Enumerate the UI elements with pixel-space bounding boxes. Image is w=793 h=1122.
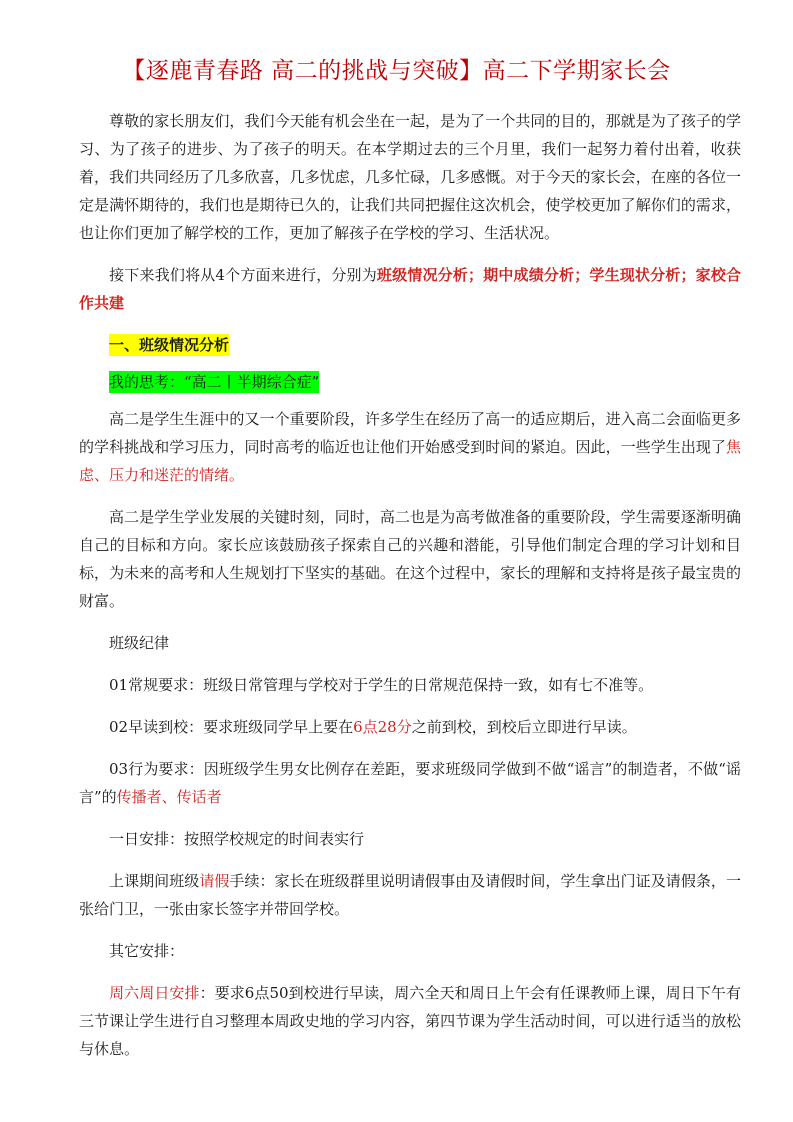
leave-b: 手续：家长在班级群里说明请假事由及请假时间，学生拿出门证及请假条，一张给门卫，一张由家长签字并带回学校。 — [79, 872, 741, 918]
discipline-title: 班级纪律 — [109, 634, 170, 652]
rule-2-a: 02早读到校：要求班级同学早上要在 — [109, 718, 354, 736]
p1-main: 高二是学生生涯中的又一个重要阶段，许多学生在经历了高一的适应期后，进入高二会面临更多的学科挑战和学习压力，同时高考的临近也让他们开始感受到时间的紧迫。因此，一些学生出现了 — [79, 410, 741, 456]
sophomore-paragraph-2 — [79, 503, 741, 615]
document-title: 【逐鹿青春路 高二的挑战与突破】高二下学期家长会 — [122, 58, 671, 84]
weekend-red: 周六周日安排 — [109, 984, 200, 1002]
rule-3-paragraph — [79, 755, 741, 811]
intro-paragraph — [79, 107, 741, 247]
rule-1: 01常规要求：班级日常管理与学校对于学生的日常规范保持一致，如有七不准等。 — [109, 676, 654, 694]
other-title: 其它安排： — [109, 942, 185, 960]
other-title-paragraph — [79, 937, 741, 965]
rule-1-paragraph — [79, 671, 741, 699]
rule-3-a: 03行为要求：因班级学生男女比例存在差距，要求班级同学做到不做“谣言”的制造者，不做“谣言”的 — [79, 760, 741, 806]
thinking-label: 我的思考：“高二丨半期综合症” — [109, 373, 320, 391]
weekend-b: ：要求6点50到校进行早读，周六全天和周日上午会有任课教师上课，周日下午有三节课让学生进行自习整理本周政史地的学习内容，第四节课为学生活动时间，可以进行适当的放松与休息。 — [79, 984, 741, 1058]
sophomore-paragraph-1 — [79, 405, 741, 489]
section-heading: 一、班级情况分析 — [109, 336, 230, 354]
leave-red: 请假 — [199, 872, 230, 890]
p1-red: 焦虑、压力和迷茫的情绪。 — [79, 438, 741, 484]
outline-items: 班级情况分析；期中成绩分析；学生现状分析；家校合作共建 — [79, 266, 741, 312]
section-heading-paragraph — [79, 331, 741, 359]
intro-text: 尊敬的家长朋友们，我们今天能有机会坐在一起，是为了一个共同的目的，那就是为了孩子的学习、为了孩子的进步、为了孩子的明天。在本学期过去的三个月里，我们一起努力着付出着，收获着，我们共同经历了几多欣喜，几多忧虑，几多忙碌，几多感慨。对于今天的家长会，在座的各位一定是满怀期待的，我们也是期待已久的，让我们共同把握住这次机会，使学校更加了解你们的需求，也让你们更加了解学校的工作，更加了解孩子在学校的学习、生活状况。 — [79, 112, 741, 242]
rule-3-red: 传播者、传话者 — [116, 788, 222, 806]
discipline-title-paragraph — [79, 629, 741, 657]
daily-schedule-paragraph — [79, 825, 741, 853]
weekend-paragraph — [79, 979, 741, 1063]
p2-text: 高二是学生学业发展的关键时刻，同时，高二也是为高考做准备的重要阶段，学生需要逐渐明确自己的目标和方向。家长应该鼓励孩子探索自己的兴趣和潜能，引导他们制定合理的学习计划和目标，为未来的高考和人生规划打下坚实的基础。在这个过程中，家长的理解和支持将是孩子最宝贵的财富。 — [79, 508, 741, 610]
outline-paragraph — [79, 261, 741, 317]
daily-schedule: 一日安排：按照学校规定的时间表实行 — [109, 830, 365, 848]
leave-paragraph — [79, 867, 741, 923]
thinking-paragraph — [79, 368, 741, 396]
outline-prefix: 接下来我们将从4个方面来进行，分别为 — [109, 266, 377, 284]
rule-2-b: 之前到校，到校后立即进行早读。 — [411, 718, 637, 736]
rule-2-time: 6点28分 — [353, 718, 412, 736]
rule-2-paragraph — [79, 713, 741, 741]
leave-a: 上课期间班级 — [109, 872, 200, 890]
